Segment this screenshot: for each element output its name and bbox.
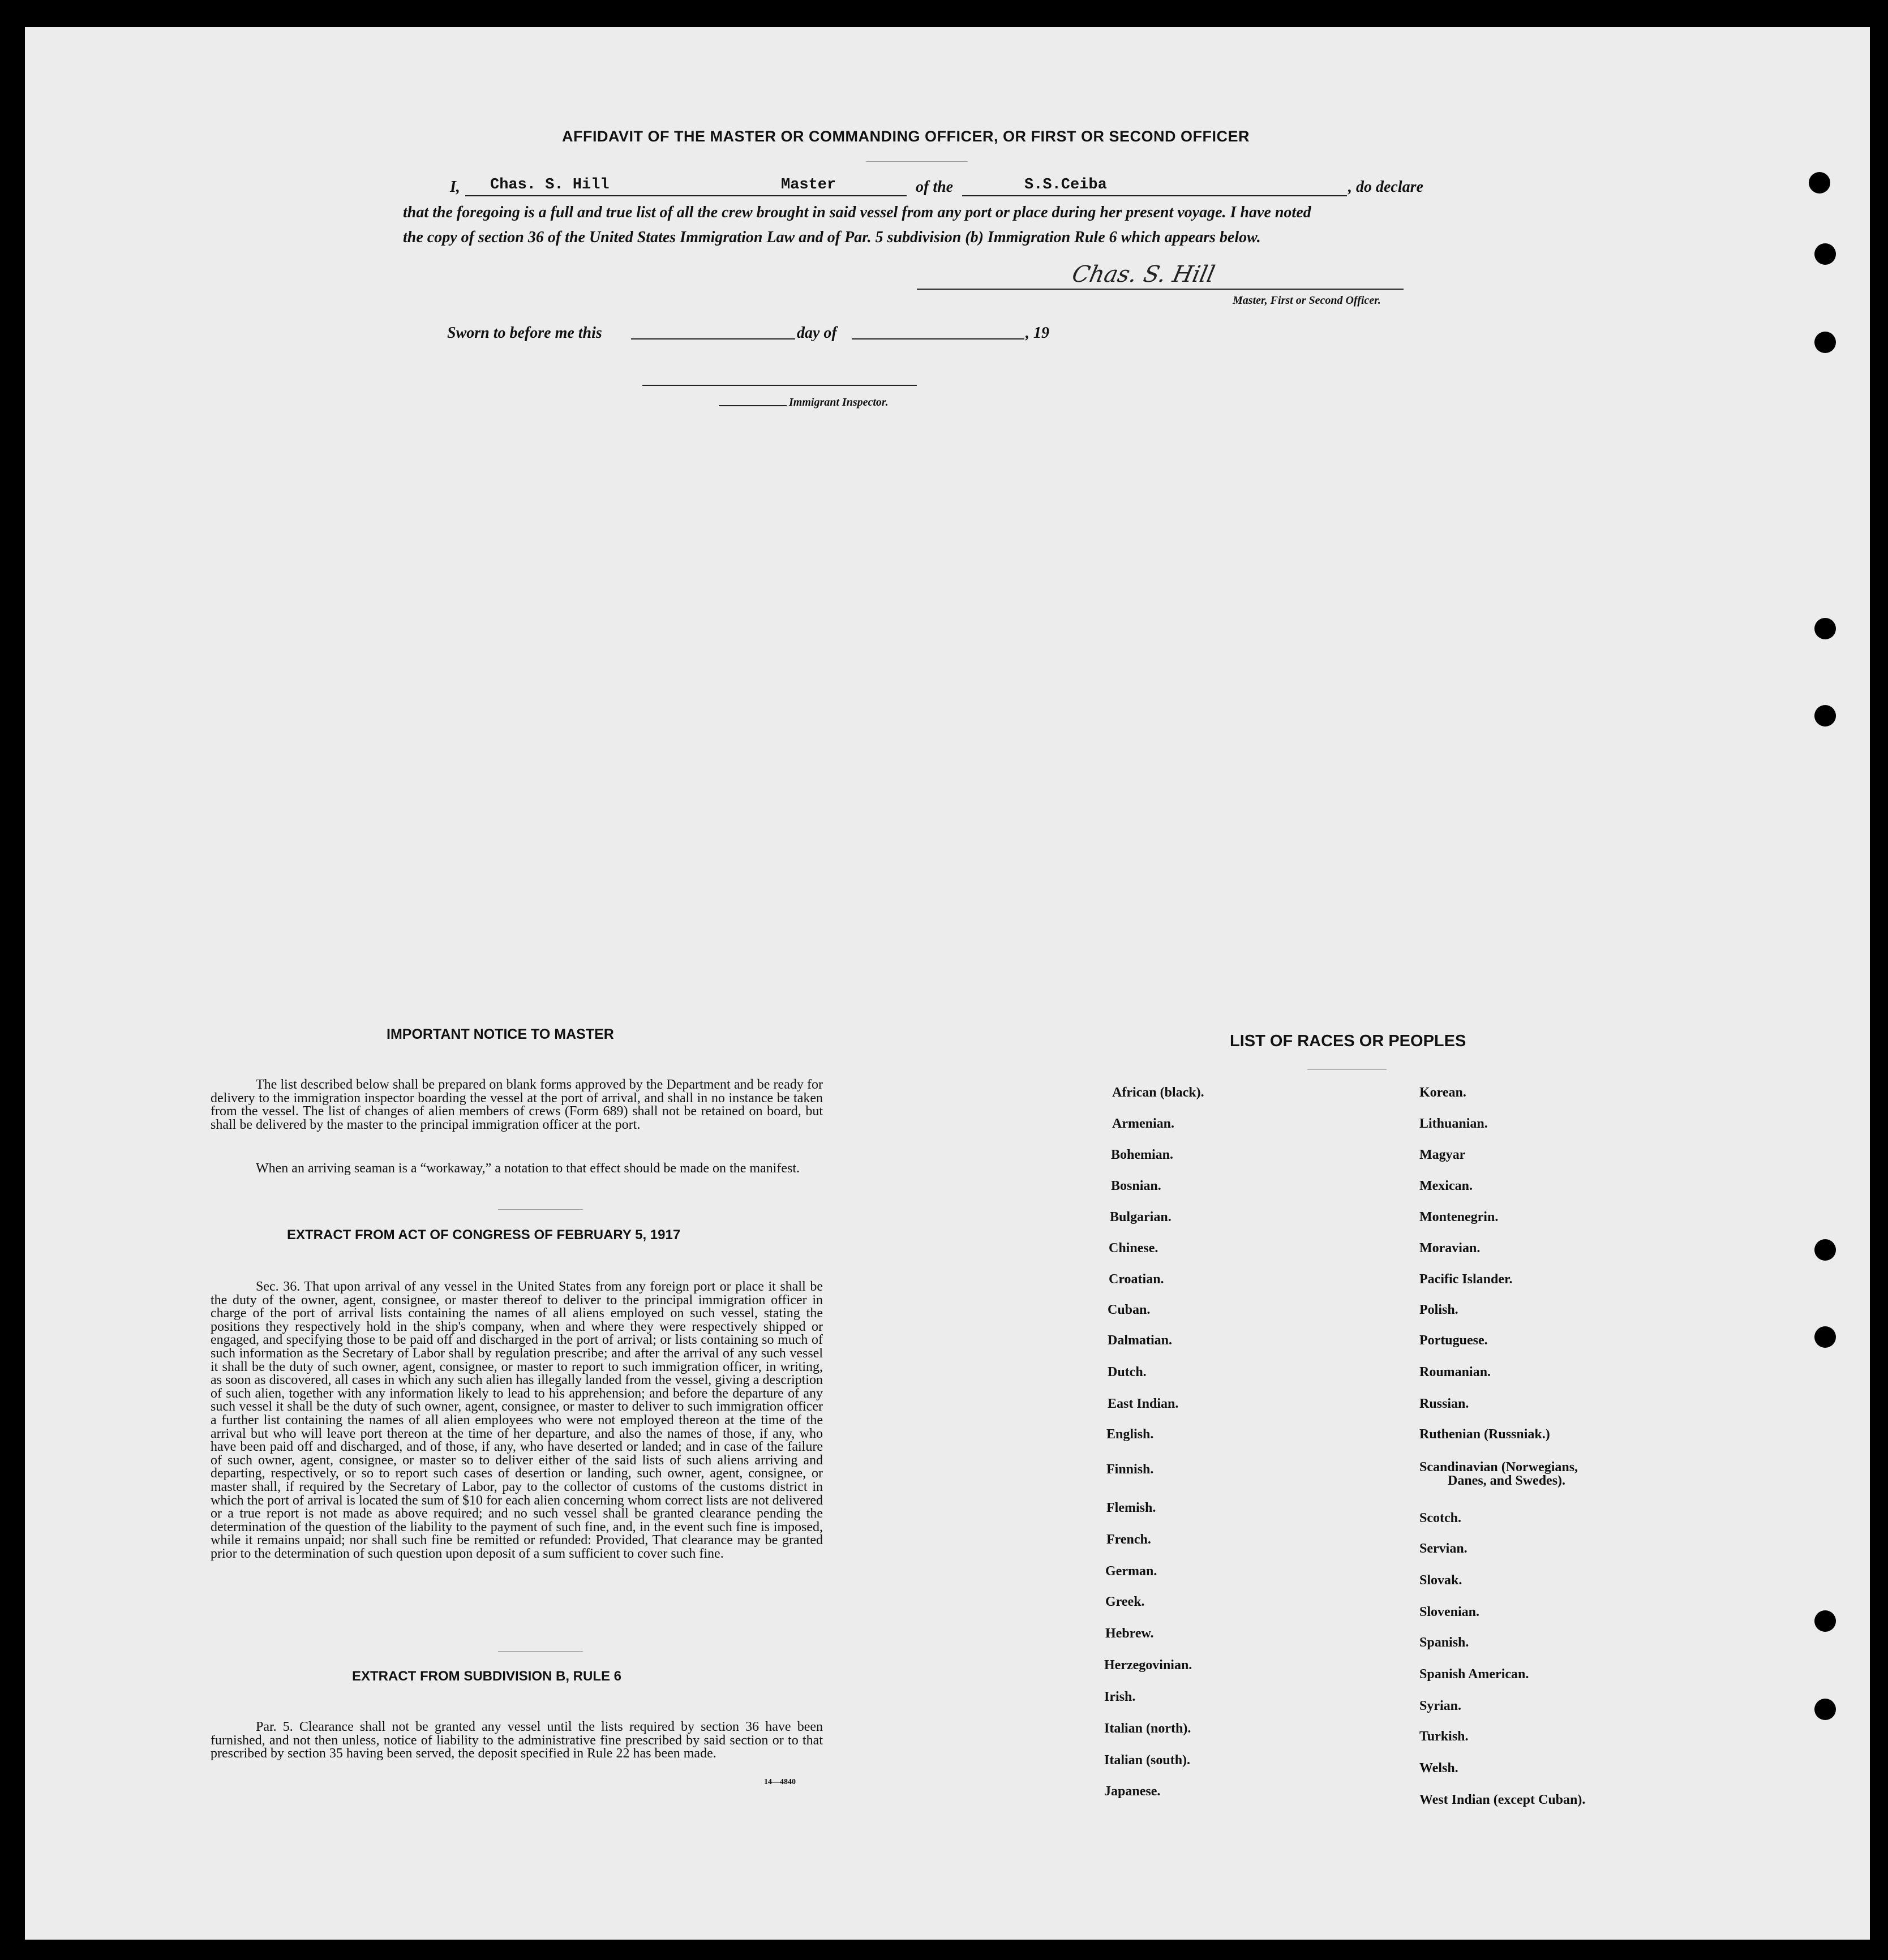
- vessel-typed: S.S.Ceiba: [1024, 177, 1107, 194]
- binder-hole: [1814, 618, 1836, 639]
- affidavit-line3: the copy of section 36 of the United States Immigration Law and of Par. 5 subdivision (b) Immigration Rule 6 which appears below.: [403, 229, 1261, 246]
- race-item: Japanese.: [1104, 1784, 1161, 1799]
- race-item: German.: [1105, 1564, 1157, 1579]
- binder-hole: [1814, 1610, 1836, 1632]
- race-item: Greek.: [1105, 1594, 1145, 1609]
- master-signature: Chas. S. Hill: [1070, 261, 1217, 287]
- extract-rule-heading: EXTRACT FROM SUBDIVISION B, RULE 6: [352, 1669, 622, 1684]
- race-item: Dalmatian.: [1108, 1333, 1172, 1348]
- race-item: East Indian.: [1108, 1396, 1179, 1411]
- year-prefix: , 19: [1025, 324, 1049, 342]
- sworn-month-line: [852, 338, 1024, 339]
- inspector-short-line: [719, 405, 787, 406]
- race-item: Spanish.: [1419, 1635, 1469, 1650]
- race-item: Chinese.: [1109, 1241, 1158, 1256]
- race-item: Hebrew.: [1105, 1626, 1154, 1641]
- binder-hole: [1814, 1326, 1836, 1348]
- section-36-text: Sec. 36. That upon arrival of any vessel in the United States from any foreign port or place it shall be the duty of the owner, agent, consignee, or master thereof to deliver to the principal immigration officer in charge of the port of arrival lists containing the names of all aliens employed on such vessel, stating the positions they respectively hold in the ship's company, when and where they were respectively shipped or engaged, and specifying those to be paid off and discharged in the port of arrival; or lists containing so much of such information as the Secretary of Labor shall by regulation prescribe; and after the arrival of any such vessel it shall be the duty of such owner, agent, consignee, or master to report to such immigration officer, in writing, as soon as discovered, all cases in which any such alien has illegally landed from the vessel, giving a description of such alien, together with any information likely to lead to his apprehension; and before the departure of any such vessel it shall be the duty of such owner, agent, consignee, or master to deliver to such immigration officer a further list containing the names of all alien employees who were not employed thereon at the time of the arrival but who will leave port thereon at the time of her departure, and also the names of those, if any, who have been paid off and discharged, and of those, if any, who have deserted or landed; and in case of the failure of such owner, agent, consignee, or master so to deliver either of the said lists of such aliens arriving and departing, respectively, or so to report such cases of desertion or landing, such owner, agent, consignee, or master shall, if required by the Secretary of Labor, pay to the collector of customs of the customs district in which the port of arrival is located the sum of $10 for each alien concerning whom correct lists are not delivered or a true report is not made as above required; and no such vessel shall be granted clearance pending the determination of the question of the liability to the payment of such fine, and, in the event such fine is imposed, while it remains unpaid; nor shall such fine be remitted or refunded: Provided, That clearance may be granted prior to the determination of such question upon deposit of a sum sufficient to cover such fine.: [211, 1279, 823, 1561]
- race-item: West Indian (except Cuban).: [1419, 1793, 1586, 1807]
- race-item: Slovak.: [1419, 1573, 1462, 1588]
- race-item: Polish.: [1419, 1303, 1458, 1317]
- race-item: Scandinavian (Norwegians,: [1419, 1460, 1578, 1475]
- race-item: Spanish American.: [1419, 1667, 1529, 1682]
- affidavit-i: I,: [450, 178, 460, 196]
- par-5-text: Par. 5. Clearance shall not be granted any vessel until the lists required by section 36 have been furnished, and not then unless, notice of liability to the administrative fine prescribed by said section or to that prescribed by section 35 having been served, the deposit specified in Rule 22 has been made.: [211, 1720, 823, 1761]
- do-declare-label: , do declare: [1348, 178, 1423, 196]
- race-item: Montenegrin.: [1419, 1210, 1499, 1224]
- race-item: Moravian.: [1419, 1241, 1481, 1256]
- title-divider: [866, 161, 968, 162]
- vessel-line: [962, 195, 1347, 196]
- race-item: Cuban.: [1108, 1303, 1151, 1317]
- race-item: Italian (south).: [1104, 1753, 1191, 1768]
- race-item: Welsh.: [1419, 1761, 1458, 1776]
- race-item: Irish.: [1104, 1690, 1136, 1704]
- race-item: English.: [1106, 1427, 1154, 1442]
- inspector-caption: Immigrant Inspector.: [789, 396, 889, 409]
- document-page: [25, 27, 1870, 1940]
- signature-line: [917, 289, 1404, 290]
- binder-hole: [1814, 332, 1836, 353]
- race-item: Bohemian.: [1111, 1147, 1174, 1162]
- race-item: African (black).: [1112, 1085, 1204, 1100]
- race-item: Syrian.: [1419, 1699, 1462, 1713]
- affidavit-title: AFFIDAVIT OF THE MASTER OR COMMANDING OFFICER, OR FIRST OR SECOND OFFICER: [562, 128, 1250, 145]
- race-item: Russian.: [1419, 1396, 1469, 1411]
- race-item: Croatian.: [1109, 1272, 1164, 1287]
- of-the-label: of the: [916, 178, 954, 196]
- race-item: Armenian.: [1112, 1116, 1174, 1131]
- race-item: Korean.: [1419, 1085, 1466, 1100]
- affidavit-line2: that the foregoing is a full and true list of all the crew brought in said vessel from any port or place during her present voyage. I have noted: [403, 204, 1311, 221]
- inspector-signature-line: [642, 385, 917, 386]
- binder-hole: [1814, 1699, 1836, 1720]
- form-number: 14—4840: [764, 1778, 796, 1786]
- race-item: Mexican.: [1419, 1179, 1473, 1193]
- day-of-label: day of: [797, 324, 837, 342]
- race-item: Roumanian.: [1419, 1365, 1491, 1379]
- binder-hole: [1809, 172, 1830, 194]
- race-item: Herzegovinian.: [1104, 1658, 1192, 1673]
- binder-hole: [1814, 243, 1836, 265]
- name-line: [465, 195, 907, 196]
- races-heading: LIST OF RACES OR PEOPLES: [1230, 1032, 1466, 1050]
- races-divider: [1307, 1069, 1387, 1070]
- race-item: Italian (north).: [1104, 1721, 1191, 1736]
- notice-paragraph-2: When an arriving seaman is a “workaway,” a notation to that effect should be made on the manifest.: [256, 1161, 800, 1176]
- race-item: Pacific Islander.: [1419, 1272, 1513, 1287]
- race-item: Bulgarian.: [1110, 1210, 1172, 1224]
- extract-divider: [498, 1651, 583, 1652]
- sworn-label: Sworn to before me this: [447, 324, 602, 342]
- race-item: Ruthenian (Russniak.): [1419, 1427, 1550, 1442]
- notice-paragraph-1: The list described below shall be prepared on blank forms approved by the Department and be ready for delivery to the immigration inspector boarding the vessel at the port of arrival, and shall in no instance be taken from the vessel. The list of changes of alien members of crews (Form 689) shall not be retained on board, but shall be delivered by the master to the principal immigration officer at the port.: [211, 1077, 823, 1132]
- race-item: Scotch.: [1419, 1511, 1461, 1525]
- race-item: Portuguese.: [1419, 1333, 1488, 1348]
- race-item-continuation: Danes, and Swedes).: [1448, 1473, 1566, 1488]
- rank-typed: Master: [781, 177, 836, 194]
- race-item: Turkish.: [1419, 1729, 1469, 1744]
- race-item: Slovenian.: [1419, 1605, 1480, 1619]
- race-item: French.: [1106, 1532, 1151, 1547]
- race-item: Servian.: [1419, 1541, 1468, 1556]
- sworn-day-line: [631, 338, 795, 339]
- extract-act-heading: EXTRACT FROM ACT OF CONGRESS OF FEBRUARY 5, 1917: [287, 1227, 681, 1243]
- notice-divider: [498, 1209, 583, 1210]
- notice-heading: IMPORTANT NOTICE TO MASTER: [387, 1026, 614, 1042]
- binder-hole: [1814, 1239, 1836, 1261]
- signature-caption: Master, First or Second Officer.: [1233, 294, 1381, 307]
- binder-hole: [1814, 705, 1836, 727]
- race-item: Finnish.: [1106, 1462, 1154, 1477]
- master-name-typed: Chas. S. Hill: [490, 177, 610, 194]
- race-item: Dutch.: [1108, 1365, 1147, 1379]
- race-item: Flemish.: [1106, 1501, 1156, 1515]
- race-item: Magyar: [1419, 1147, 1466, 1162]
- race-item: Bosnian.: [1111, 1179, 1161, 1193]
- race-item: Lithuanian.: [1419, 1116, 1488, 1131]
